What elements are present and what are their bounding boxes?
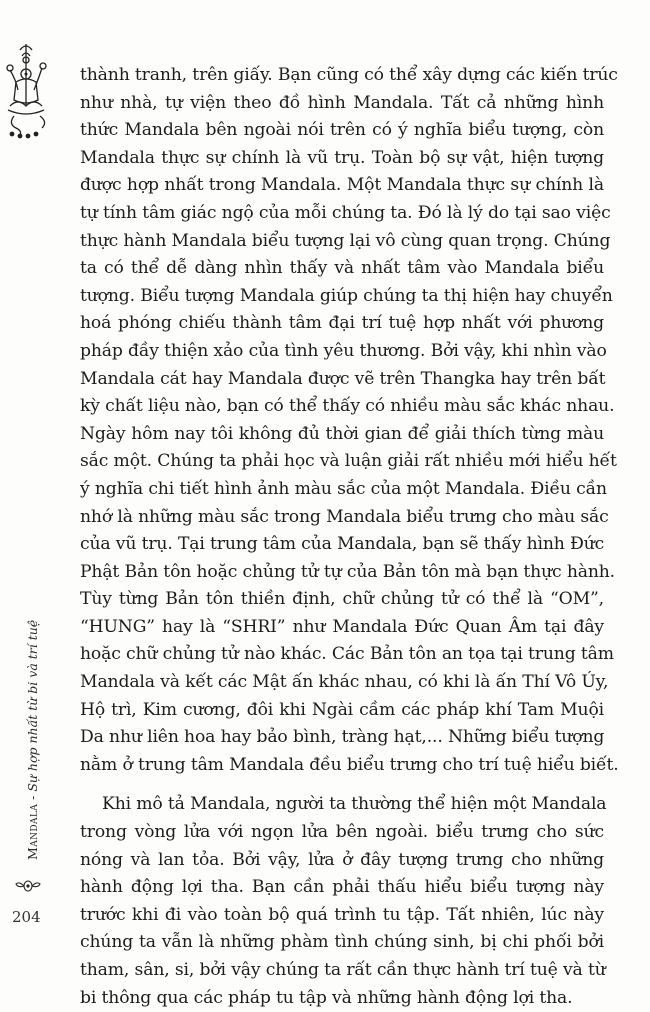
text-line: trước khi đi vào toàn bộ quá trình tu tập. Tất nhiên, lúc này — [80, 904, 604, 925]
paragraph — [80, 62, 619, 779]
running-title-subtitle: Sự hợp nhất từ bi và trí tuệ — [25, 619, 40, 792]
text-line: ta có thể dễ dàng nhìn thấy và nhất tâm vào Mandala biểu — [80, 258, 604, 279]
text-line: ý nghĩa chi tiết hình ảnh màu sắc của một Mandala. Điều cần — [80, 478, 607, 499]
paragraph-gap — [80, 779, 604, 791]
text-line: sắc một. Chúng ta phải học và luận giải rất nhiều mới hiểu hết — [80, 451, 617, 472]
running-title-separator: - — [25, 791, 40, 804]
text-line: Hộ trì, Kim cương, đôi khi Ngài cầm các pháp khí Tam Muội — [80, 699, 604, 720]
text-line: Khi mô tả Mandala, người ta thường thể hiện một Mandala — [102, 794, 607, 815]
page-ornament-icon — [15, 879, 41, 893]
text-line: bi thông qua các pháp tu tập và những hành động lợi tha. — [80, 987, 573, 1008]
text-line: thực hành Mandala biểu tượng lại vô cùng quan trọng. Chúng — [80, 230, 611, 251]
text-line: kỳ chất liệu nào, bạn có thể thấy có nhiều màu sắc khác nhau. — [80, 396, 615, 417]
text-line: thức Mandala bên ngoài nói trên có ý nghĩa biểu tượng, còn — [80, 120, 604, 141]
text-line: hoá phóng chiếu thành tâm đại trí tuệ hợp nhất với phương — [80, 313, 604, 334]
text-line: nhớ là những màu sắc trong Mandala biểu trưng cho màu sắc — [80, 506, 609, 527]
text-line: Tùy từng Bản tôn thiền định, chữ chủng tử có thể là “OM”, — [80, 589, 604, 610]
paragraph — [80, 791, 607, 1012]
text-line: hành động lợi tha. Bạn cần phải thấu hiểu biểu tượng này — [80, 877, 604, 898]
running-title — [25, 620, 40, 860]
text-line: của vũ trụ. Tại trung tâm của Mandala, bạn sẽ thấy hình Đức — [80, 534, 605, 555]
body-text — [80, 62, 619, 1012]
text-line: Mandala cát hay Mandala được vẽ trên Thangka hay trên bất — [80, 368, 606, 389]
text-line: Da như liên hoa hay bảo bình, tràng hạt,... Những biểu tượng — [80, 727, 605, 748]
text-line: như nhà, tự viện theo đồ hình Mandala. Tất cả những hình — [80, 92, 604, 113]
text-line: Mandala thực sự chính là vũ trụ. Toàn bộ sự vật, hiện tượng — [80, 147, 604, 168]
page-number: 204 — [12, 908, 41, 926]
text-line: thành tranh, trên giấy. Bạn cũng có thể xây dựng các kiến trúc — [80, 65, 618, 85]
running-title-book: Mandala — [25, 803, 40, 860]
text-line: tượng. Biểu tượng Mandala giúp chúng ta thị hiện hay chuyển — [80, 285, 613, 306]
text-line: Ngày hôm nay tôi không đủ thời gian để giải thích từng màu — [80, 423, 604, 444]
text-line: Mandala và kết các Mật ấn khác nhau, có khi là ấn Thí Vô Úy, — [80, 672, 609, 693]
vajra-ornament-icon — [4, 40, 70, 140]
text-line: hoặc chữ chủng tử nào khác. Các Bản tôn an tọa tại trung tâm — [80, 644, 614, 665]
text-line: được hợp nhất trong Mandala. Một Mandala thực sự chính là — [80, 175, 604, 196]
text-line: pháp đầy thiện xảo của tình yêu thương. Bởi vậy, khi nhìn vào — [80, 340, 607, 361]
text-line: nóng và lan tỏa. Bởi vậy, lửa ở đây tượng trưng cho những — [80, 849, 604, 870]
text-line: “HUNG” hay là “SHRI” như Mandala Đức Quan Âm tại đây — [80, 616, 604, 637]
text-line: chúng ta vẫn là những phàm tình chúng sinh, bị chi phối bởi — [80, 932, 604, 953]
text-line: Phật Bản tôn hoặc chủng tử tự của Bản tôn mà bạn thực hành. — [80, 561, 615, 582]
text-line: nằm ở trung tâm Mandala đều biểu trưng cho trí tuệ hiểu biết. — [80, 754, 619, 775]
text-line: tự tính tâm giác ngộ của mỗi chúng ta. Đó là lý do tại sao việc — [80, 202, 611, 223]
text-line: tham, sân, si, bởi vậy chúng ta rất cần thực hành trí tuệ và từ — [80, 960, 606, 980]
text-line: trong vòng lửa với ngọn lửa bên ngoài. biểu trưng cho sức — [80, 822, 604, 843]
